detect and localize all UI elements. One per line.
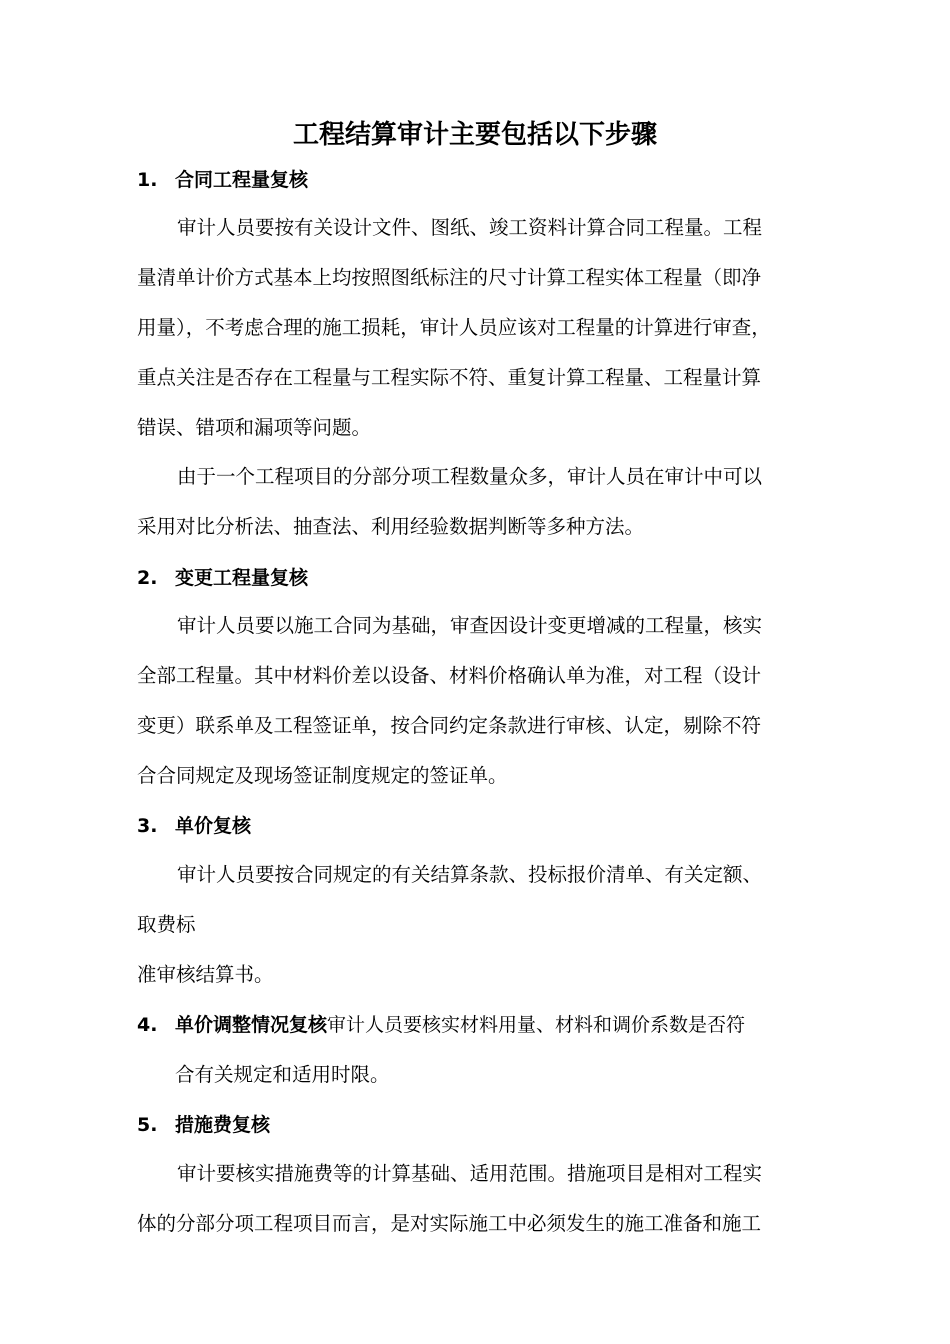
paragraph-line: 合合同规定及现场签证制度规定的签证单。 (137, 764, 508, 787)
section-heading-text: 变更工程量复核 (175, 567, 309, 589)
section-heading-3 (137, 812, 251, 840)
section-heading-4 (137, 1011, 745, 1039)
section-heading-text: 单价调整情况复核 (175, 1014, 328, 1036)
section-heading-text: 措施费复核 (175, 1114, 271, 1136)
paragraph-line: 全部工程量。其中材料价差以设备、材料价格确认单为准，对工程（设计 (137, 664, 762, 687)
paragraph-line: 体的分部分项工程项目而言，是对实际施工中必须发生的施工准备和施工 (137, 1212, 762, 1235)
paragraph-line: 由于一个工程项目的分部分项工程数量众多，审计人员在审计中可以 (177, 465, 763, 488)
paragraph-line: 审计要核实措施费等的计算基础、适用范围。措施项目是相对工程实 (177, 1162, 763, 1185)
paragraph-line: 错误、错项和漏项等问题。 (137, 416, 372, 439)
paragraph-line: 准审核结算书。 (137, 963, 274, 986)
paragraph-line: 合有关规定和适用时限。 (175, 1063, 390, 1086)
paragraph-line: 变更）联系单及工程签证单，按合同约定条款进行审核、认定，剔除不符 (137, 714, 762, 737)
section-heading-text: 合同工程量复核 (175, 169, 309, 191)
paragraph-line: 量清单计价方式基本上均按照图纸标注的尺寸计算工程实体工程量（即净 (137, 266, 762, 289)
document-title: 工程结算审计主要包括以下步骤 (292, 120, 657, 150)
paragraph-line: 采用对比分析法、抽查法、利用经验数据判断等多种方法。 (137, 515, 645, 538)
section-number: 4. (137, 1014, 158, 1036)
section-heading-2 (137, 564, 308, 592)
section-heading-1 (137, 166, 308, 194)
section-number: 2. (137, 567, 158, 589)
section-number: 5. (137, 1114, 158, 1136)
section-number: 1. (137, 169, 158, 191)
section-number: 3. (137, 815, 158, 837)
paragraph-line: 审计人员要按合同规定的有关结算条款、投标报价清单、有关定额、 (177, 863, 763, 886)
paragraph-line: 用量），不考虑合理的施工损耗，审计人员应该对工程量的计算进行审查， (137, 316, 771, 339)
paragraph-line: 取费标 (137, 913, 196, 936)
section-heading-text: 单价复核 (175, 815, 252, 837)
paragraph-line: 重点关注是否存在工程量与工程实际不符、重复计算工程量、工程量计算 (137, 366, 762, 389)
section-heading-5 (137, 1111, 270, 1139)
inline-paragraph-text: 审计人员要核实材料用量、材料和调价系数是否符 (327, 1014, 746, 1036)
paragraph-line: 审计人员要按有关设计文件、图纸、竣工资料计算合同工程量。工程 (177, 216, 763, 239)
paragraph-line: 审计人员要以施工合同为基础，审查因设计变更增减的工程量，核实 (177, 614, 763, 637)
